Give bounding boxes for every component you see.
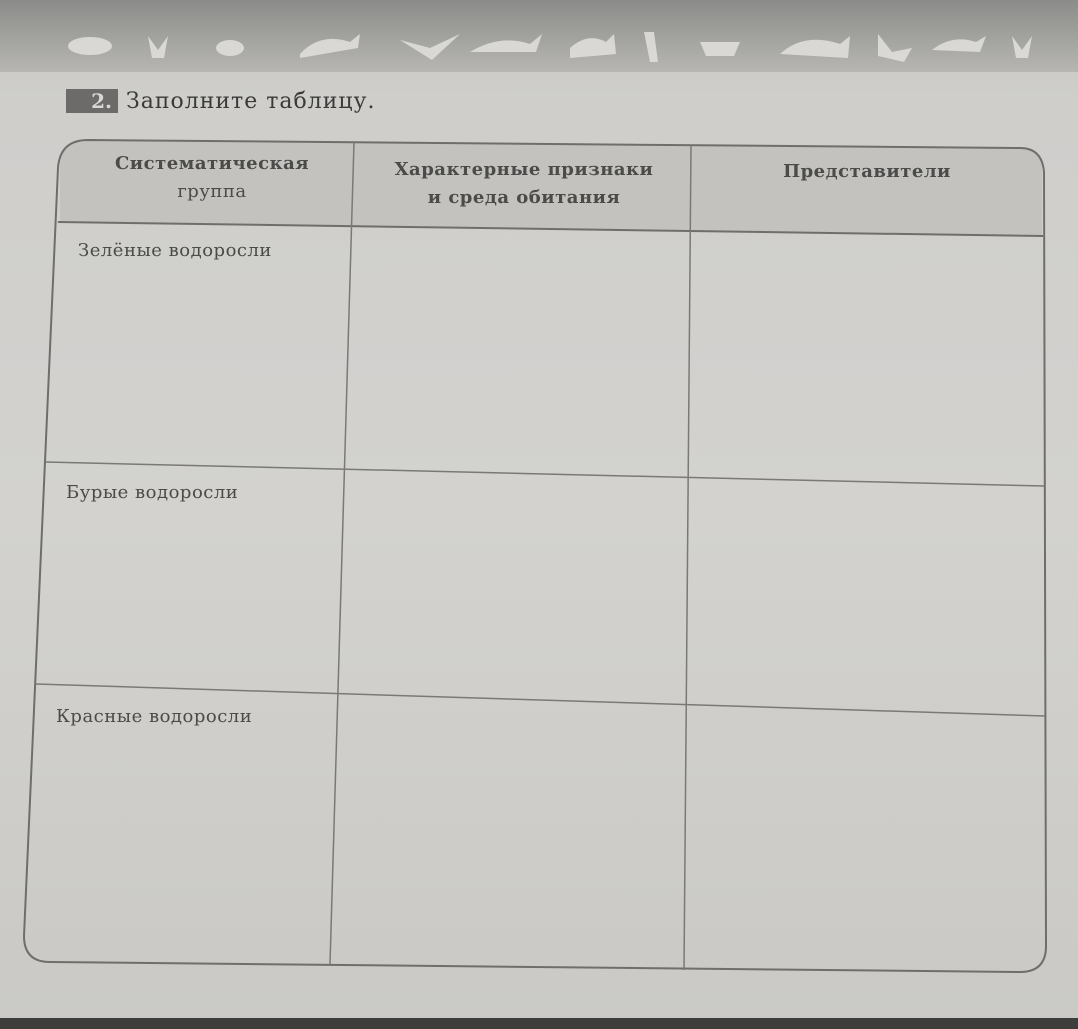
header-examples-line1: Представители bbox=[783, 161, 951, 182]
cell-red-examples[interactable] bbox=[688, 720, 1040, 964]
cell-brown-traits[interactable] bbox=[346, 472, 680, 694]
cell-green-traits[interactable] bbox=[356, 232, 686, 464]
cell-green-examples[interactable] bbox=[694, 238, 1040, 478]
header-group-line1: Систематическая bbox=[114, 153, 310, 174]
row-label-brown: Бурые водоросли bbox=[66, 482, 239, 503]
header-group-line2: группа bbox=[177, 181, 247, 202]
cell-brown-examples[interactable] bbox=[690, 488, 1040, 710]
exercise-number: 2. bbox=[66, 89, 118, 113]
exercise-instruction: Заполните таблицу. bbox=[126, 88, 376, 114]
page-bottom-edge bbox=[0, 1018, 1078, 1029]
row-label-red: Красные водоросли bbox=[56, 706, 253, 727]
header-traits-line1: Характерные признаки bbox=[394, 159, 654, 180]
header-group bbox=[92, 150, 332, 206]
header-traits-line2: и среда обитания bbox=[427, 187, 621, 208]
cell-red-traits[interactable] bbox=[336, 696, 678, 958]
header-traits bbox=[364, 156, 684, 212]
row-label-green: Зелёные водоросли bbox=[78, 240, 272, 261]
header-examples bbox=[712, 158, 1022, 186]
